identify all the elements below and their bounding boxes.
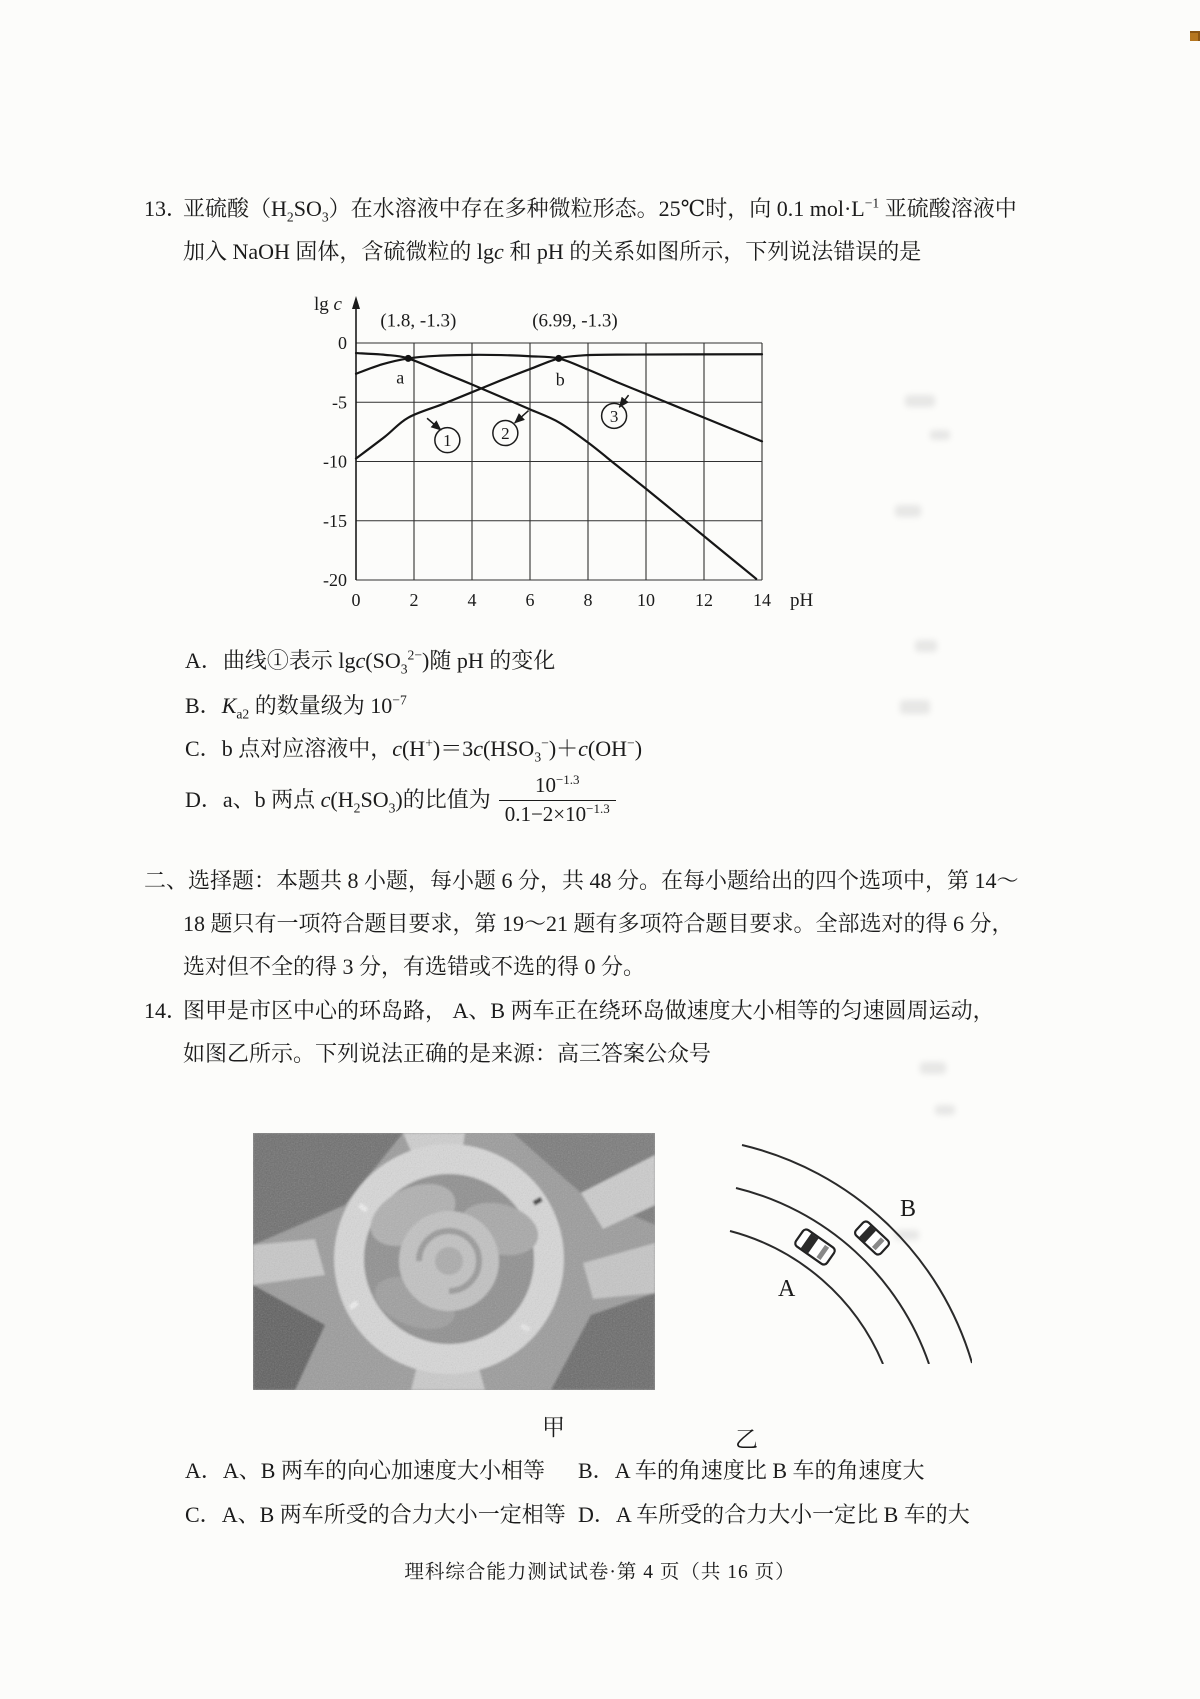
section2-line2: 18 题只有一项符合题目要求，第 19～21 题有多项符合题目要求。全部选对的得 6 分， — [183, 911, 1014, 936]
svg-text:4: 4 — [467, 590, 477, 610]
section2-line3: 选对但不全的得 3 分，有选错或不选的得 0 分。 — [183, 954, 646, 979]
option-label: C． — [185, 736, 222, 761]
car-a-label: A — [778, 1276, 796, 1302]
svg-text:10: 10 — [637, 590, 655, 610]
roundabout-lane-diagram — [672, 1072, 972, 1364]
q13-text-line1: 亚硫酸$(H_2SO_3)$在水溶液中存在多种微粒形态。25℃时，向 0.1 $mol\cdot L^{-1}$ 亚硫酸溶液中 — [183, 195, 1017, 225]
q13-option-a — [185, 646, 555, 676]
lane-arcs — [730, 1145, 972, 1364]
svg-text:3: 3 — [609, 406, 619, 426]
scan-smudge — [900, 700, 930, 714]
option-text: a、b 两点 $c(H_2SO_3)$的比值为 — [222, 787, 491, 816]
svg-text:14: 14 — [753, 590, 771, 610]
photo-grain — [253, 1133, 655, 1390]
option-label: C． — [185, 1502, 222, 1527]
option-text: $K_{a2}$ 的数量级为 $10^{-7}$ — [221, 692, 407, 722]
roundabout-photo — [253, 1133, 655, 1390]
section2-line1: 二、选择题：本题共 8 小题，每小题 6 分，共 48 分。在每小题给出的四个选项中，第 14～ — [144, 868, 1019, 893]
q14-option-d — [578, 1500, 970, 1530]
q13-option-d — [185, 768, 616, 832]
svg-text:lg c: lg c — [314, 294, 342, 315]
fraction — [499, 773, 616, 826]
svg-text:6: 6 — [525, 590, 535, 610]
scan-artifact-mark — [1190, 31, 1200, 41]
svg-text:a: a — [396, 367, 405, 388]
option-text: 曲线①表示 $\lg c(SO_3^{2-})$随 pH 的变化 — [222, 647, 556, 677]
svg-text:pH: pH — [790, 590, 814, 611]
car-a — [794, 1228, 837, 1266]
option-label: D． — [185, 787, 223, 813]
q13-text-line2: 加入 NaOH 固体，含硫微粒的 lgc 和 pH 的关系如图所示，下列说法错误的是 — [183, 239, 922, 264]
q14-text-line1: 图甲是市区中心的环岛路， A、B 两车正在绕环岛做速度大小相等的匀速圆周运动， — [183, 998, 995, 1023]
svg-text:(6.99, -1.3): (6.99, -1.3) — [532, 310, 618, 332]
q13-lgc-ph-chart — [288, 288, 833, 638]
option-text: b 点对应溶液中，$c(H^+)=3c(HSO_3^-)+c(OH^-)$ — [221, 735, 643, 765]
svg-text:12: 12 — [695, 590, 713, 610]
scan-smudge — [930, 430, 950, 440]
scan-smudge — [915, 640, 937, 652]
svg-text:(1.8, -1.3): (1.8, -1.3) — [380, 310, 457, 332]
option-label: B． — [578, 1458, 615, 1483]
q13-option-b — [185, 691, 407, 721]
svg-text:8: 8 — [583, 590, 593, 610]
svg-text:-10: -10 — [323, 451, 347, 472]
q14-text-line2: 如图乙所示。下列说法正确的是来源：高三答案公众号 — [183, 1041, 712, 1066]
option-label: A． — [185, 648, 223, 673]
option-text: A 车的角速度比 B 车的角速度大 — [614, 1458, 925, 1483]
fraction-denominator: $0.1-2\times 10^{-1.3}$ — [499, 800, 616, 827]
fraction-numerator: $10^{-1.3}$ — [534, 772, 580, 798]
option-label: A． — [185, 1458, 223, 1483]
chart-canvas — [314, 294, 814, 611]
svg-text:0: 0 — [338, 333, 347, 353]
option-text: A、B 两车所受的合力大小一定相等 — [221, 1502, 566, 1527]
option-text: A、B 两车的向心加速度大小相等 — [222, 1458, 545, 1483]
scan-smudge — [895, 505, 921, 517]
q13-option-c — [185, 734, 642, 764]
svg-text:b: b — [555, 369, 565, 390]
q14-option-b — [578, 1456, 925, 1486]
page-footer: 理科综合能力测试试卷·第 4 页（共 16 页） — [404, 1562, 796, 1583]
q14-option-c — [185, 1500, 566, 1530]
svg-text:1: 1 — [443, 431, 452, 451]
svg-text:2: 2 — [409, 590, 419, 610]
scan-smudge — [905, 395, 935, 407]
svg-text:-15: -15 — [323, 510, 347, 531]
option-text: A 车所受的合力大小一定比 B 车的大 — [615, 1502, 970, 1527]
q14-option-a — [185, 1456, 545, 1486]
figure-left-caption: 甲 — [542, 1415, 565, 1440]
svg-text:-20: -20 — [323, 570, 347, 590]
svg-text:2: 2 — [501, 424, 510, 444]
figure-right-caption: 乙 — [735, 1427, 758, 1452]
q14-number: 14． — [144, 998, 189, 1023]
car-b — [853, 1220, 890, 1256]
option-label: B． — [185, 693, 222, 718]
svg-text:-5: -5 — [332, 392, 347, 413]
option-label: D． — [578, 1502, 616, 1527]
car-b-label: B — [900, 1196, 917, 1222]
svg-text:0: 0 — [351, 590, 361, 610]
q13-number: 13． — [144, 196, 189, 221]
